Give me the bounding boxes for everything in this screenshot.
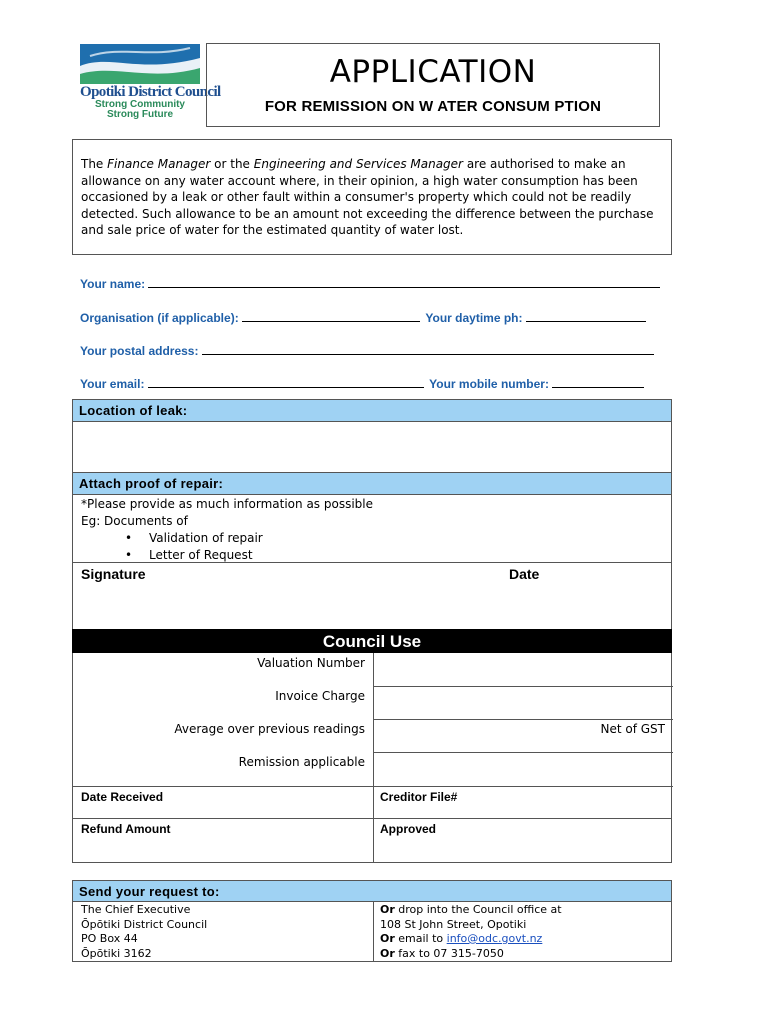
- daytime-ph-label: Your daytime ph:: [425, 311, 523, 325]
- contact-line-4: [380, 947, 562, 962]
- address-line-2: Ōpōtiki District Council: [81, 917, 208, 931]
- email-field[interactable]: [80, 376, 644, 391]
- proof-line-1: *Please provide as much information as possible: [81, 497, 373, 511]
- contact-options-block: [380, 903, 562, 961]
- postal-address-block: [81, 903, 207, 961]
- council-logo: [80, 44, 221, 124]
- proof-bullet-1-text: Validation of repair: [149, 531, 263, 545]
- intro-text-3: are authorised to make an allowance on any water account where, in their opinion, a high water consumption has been occasioned by a leak or other fault within a consumer's property which could not be readily detected. Such allowance to be an amount not exceeding the difference between the purchase and sale price of water for the estimated quantity of water lost.: [81, 157, 654, 238]
- organisation-field[interactable]: [80, 310, 646, 325]
- invoice-label: Invoice Charge: [275, 689, 365, 703]
- or-label: Or: [380, 932, 395, 945]
- approved-label: Approved: [380, 822, 437, 836]
- logo-tagline: [80, 100, 200, 120]
- net-gst-label: Net of GST: [600, 722, 665, 736]
- valuation-label: Valuation Number: [257, 656, 365, 670]
- location-header: Location of leak:: [73, 400, 671, 422]
- signature-box[interactable]: [72, 562, 672, 630]
- address-line-1: The Chief Executive: [81, 903, 191, 916]
- proof-line-2: Eg: Documents of: [81, 514, 188, 528]
- page-title: APPLICATION: [329, 54, 537, 90]
- remission-label: Remission applicable: [238, 755, 365, 769]
- invoice-input[interactable]: [374, 687, 672, 718]
- or-label: Or: [380, 946, 395, 960]
- row-line: [373, 719, 673, 720]
- refund-amount-label: Refund Amount: [81, 822, 171, 836]
- creditor-file-label: Creditor File#: [380, 790, 458, 804]
- intro-role-finance: Finance Manager: [107, 157, 211, 171]
- contact-line-2: 108 St John Street, Opotiki: [380, 917, 527, 931]
- contact-line-1: [380, 903, 562, 918]
- contact-line-4-text: fax to 07 315-7050: [394, 946, 504, 960]
- grid-line: [73, 818, 671, 819]
- send-request-header: Send your request to:: [73, 881, 671, 902]
- daytime-ph-line[interactable]: [526, 310, 646, 322]
- contact-line-1-text: drop into the Council office at: [394, 903, 562, 916]
- email-line[interactable]: [148, 376, 424, 388]
- address-line-4: Ōpōtiki 3162: [81, 946, 152, 960]
- contact-line-3-text: email to: [394, 932, 447, 945]
- title-box: [206, 43, 660, 127]
- grid-divider: [373, 786, 374, 862]
- council-use-table: [72, 653, 672, 787]
- average-label: Average over previous readings: [174, 722, 365, 736]
- remission-input[interactable]: [374, 753, 672, 785]
- name-label: Your name:: [80, 277, 146, 291]
- organisation-line[interactable]: [242, 310, 420, 322]
- council-use-header: Council Use: [72, 629, 672, 653]
- send-divider: [373, 902, 374, 961]
- intro-text-1: The: [81, 157, 108, 171]
- proof-box[interactable]: [72, 472, 672, 563]
- bullet-icon: •: [125, 548, 133, 562]
- date-label: Date: [509, 566, 540, 582]
- office-grid: [72, 786, 672, 863]
- proof-instructions: [73, 495, 671, 565]
- name-field[interactable]: [80, 276, 660, 291]
- proof-bullet-1: [81, 530, 663, 547]
- bullet-icon: •: [125, 531, 133, 545]
- valuation-input[interactable]: [374, 654, 672, 685]
- logo-tagline-1: Strong Community: [95, 99, 185, 110]
- or-label: Or: [380, 903, 395, 916]
- mobile-label: Your mobile number:: [429, 377, 549, 391]
- date-received-label: Date Received: [81, 790, 164, 804]
- proof-header: Attach proof of repair:: [73, 473, 671, 495]
- intro-text-2: or the: [210, 157, 254, 171]
- mobile-line[interactable]: [552, 376, 644, 388]
- intro-role-engineering: Engineering and Services Manager: [253, 157, 463, 171]
- logo-name: Opotiki District Council: [80, 84, 221, 100]
- logo-tagline-2: Strong Future: [106, 109, 174, 120]
- postal-line[interactable]: [202, 343, 654, 355]
- organisation-label: Organisation (if applicable):: [80, 311, 239, 325]
- send-request-box: [72, 880, 672, 962]
- address-line-3: PO Box 44: [81, 932, 138, 945]
- postal-label: Your postal address:: [80, 344, 199, 358]
- contact-line-3: [380, 932, 562, 947]
- name-line[interactable]: [148, 276, 660, 288]
- email-label: Your email:: [80, 377, 145, 391]
- proof-bullet-2-text: Letter of Request: [149, 548, 253, 562]
- page-subtitle: FOR REMISSION ON W ATER CONSUM PTION: [264, 98, 602, 115]
- location-box[interactable]: [72, 399, 672, 473]
- signature-label: Signature: [81, 566, 146, 582]
- postal-field[interactable]: [80, 343, 654, 358]
- email-link[interactable]: info@odc.govt.nz: [446, 932, 543, 945]
- intro-paragraph: [72, 139, 672, 255]
